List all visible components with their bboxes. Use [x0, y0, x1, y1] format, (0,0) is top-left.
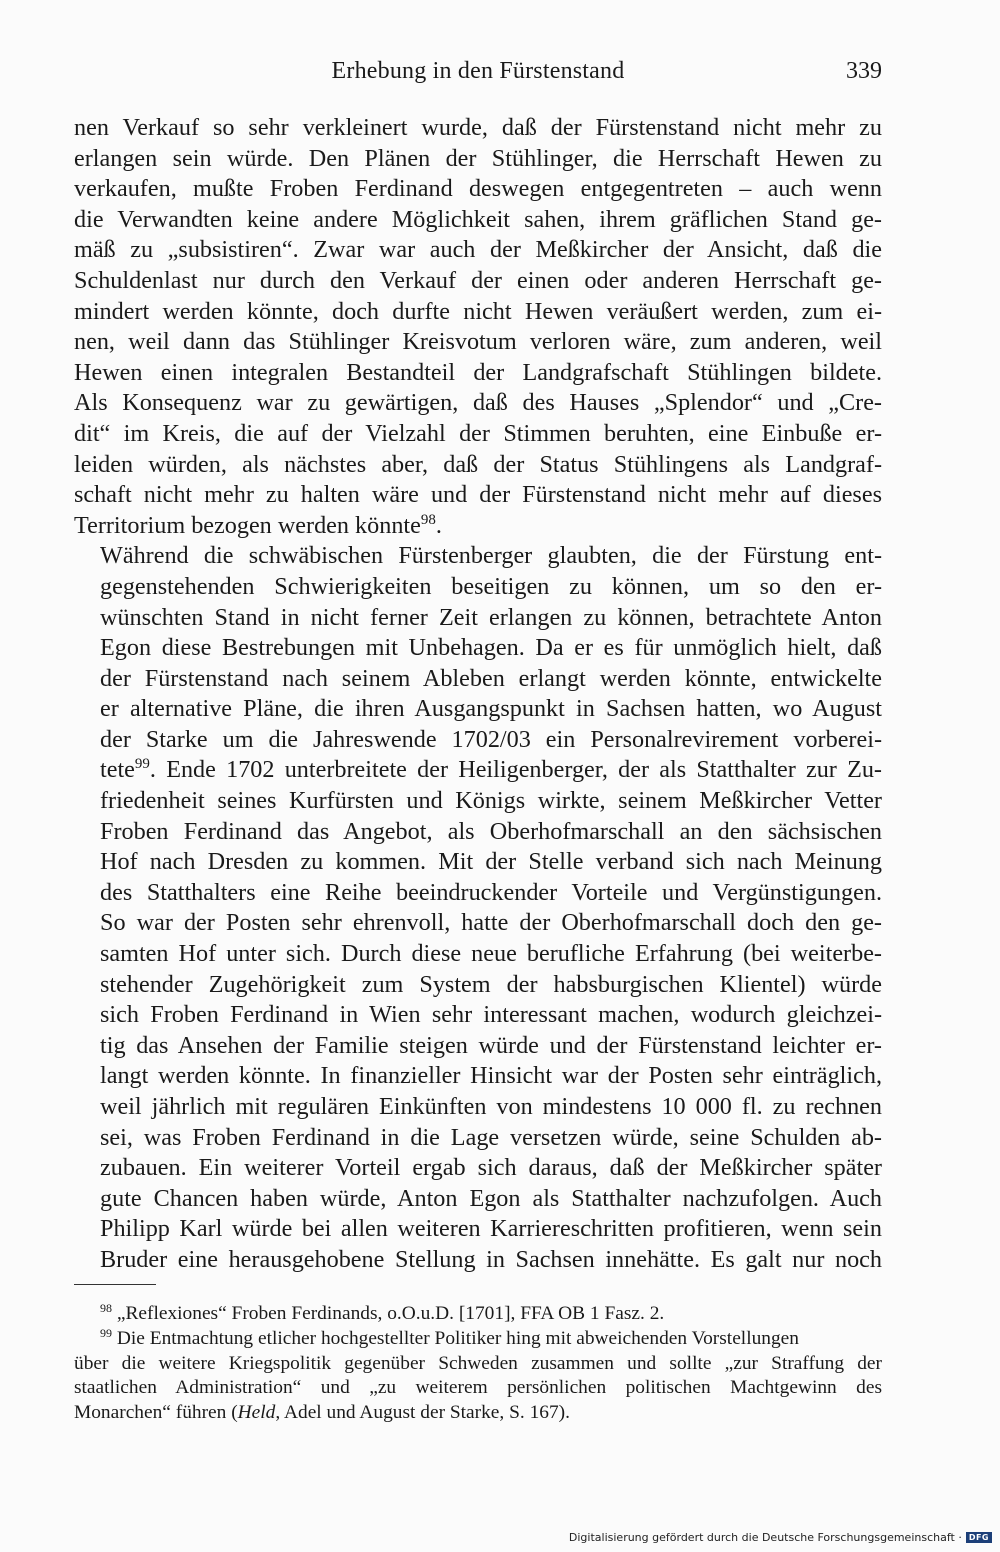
text-line: dit“ im Kreis, die auf der Vielzahl der Stimmen beruhten, eine Einbuße er- — [74, 419, 882, 447]
paragraph-1 — [74, 113, 882, 541]
text-line: Philipp Karl würde bei allen weiteren Karriereschritten profitieren, wenn sein — [100, 1215, 882, 1243]
footnote-line — [74, 1401, 882, 1426]
text-fragment: , Adel und August der Starke, S. 167). — [275, 1402, 570, 1424]
text-line: friedenheit seines Kurfürsten und Königs wirkte, seinem Meßkircher Vetter — [100, 787, 882, 815]
text-fragment: . Ende 1702 unterbreitete der Heiligenberger, der als Statthalter zur Zu- — [149, 756, 882, 784]
footnote-ref-98[interactable]: 98 — [420, 511, 436, 528]
footnote-ref-99[interactable]: 99 — [134, 756, 150, 773]
text-line: der Fürstenstand nach seinem Ableben erlangt werden könnte, entwickelte — [100, 664, 882, 692]
footnote-number: 99 — [100, 1325, 113, 1340]
footnote-99 — [74, 1327, 882, 1426]
running-title: Erhebung in den Fürstenstand — [331, 58, 625, 84]
text-line: weil jährlich mit regulären Einkünften von mindestens 10 000 fl. zu rechnen — [100, 1093, 882, 1120]
text-line: nen Verkauf so sehr verkleinert wurde, daß der Fürstenstand nicht mehr zu — [74, 114, 882, 141]
text-line: Hof nach Dresden zu kommen. Mit der Stelle verband sich nach Meinung — [100, 848, 882, 876]
text-line: gegenstehenden Schwierigkeiten beseitigen zu können, um so den er- — [100, 572, 882, 600]
text-line: der Starke um die Jahreswende 1702/03 ein Personalrevirement vorberei- — [100, 725, 882, 753]
page-number: 339 — [846, 58, 882, 84]
text-line: gute Chancen haben würde, Anton Egon als Statthalter nachzufolgen. Auch — [100, 1184, 882, 1212]
text-line: So war der Posten sehr ehrenvoll, hatte der Oberhofmarschall doch den ge- — [100, 909, 882, 937]
text-line: wünschten Stand in nicht ferner Zeit erlangen zu können, betrachtete Anton — [100, 603, 882, 631]
text-line: Egon diese Bestrebungen mit Unbehagen. Da er es für unmöglich hielt, daß — [100, 634, 882, 662]
text-line: tig das Ansehen der Familie steigen würde und der Fürstenstand leichter er- — [100, 1031, 882, 1059]
text-line: langt werden könnte. In finanzieller Hinsicht war der Posten sehr einträglich, — [100, 1062, 882, 1090]
text-line — [74, 755, 882, 786]
footnote-number: 98 — [100, 1300, 113, 1315]
text-fragment: Monarchen“ führen ( — [74, 1402, 238, 1424]
text-fragment: tete — [100, 756, 135, 784]
text-line: nen, weil dann das Stühlinger Kreisvotum verloren wäre, zum anderen, weil — [74, 328, 882, 356]
text-line: Hewen einen integralen Bestandteil der Landgrafschaft Stühlingen bildete. — [74, 358, 882, 386]
text-fragment: Territorium bezogen werden könnte — [74, 511, 421, 539]
text-line: zubauen. Ein weiterer Vorteil ergab sich daraus, daß der Meßkircher später — [100, 1154, 882, 1182]
text-line: mindert werden könnte, doch durfte nicht Hewen veräußert werden, zum ei- — [74, 297, 882, 325]
dfg-logo-icon: DFG — [966, 1532, 992, 1543]
text-line — [74, 511, 882, 542]
footnote-line: Die Entmachtung etlicher hochgestellter Politiker hing mit abweichenden Vorstellungen — [116, 1327, 799, 1349]
text-line: Schuldenlast nur durch den Verkauf der einen oder anderen Herrschaft ge- — [74, 266, 882, 294]
text-line: die Verwandten keine andere Möglichkeit sahen, ihrem gräflichen Stand ge- — [74, 205, 882, 233]
text-line: schaft nicht mehr zu halten wäre und der Fürstenstand nicht mehr auf dieses — [74, 481, 882, 509]
text-line: des Statthalters eine Reihe beeindruckender Vorteile und Vergünstigungen. — [100, 878, 882, 906]
text-line: leiden würden, als nächstes aber, daß der Status Stühlingens als Landgraf- — [74, 450, 882, 478]
text-line: mäß zu „subsistiren“. Zwar war auch der Meßkircher der Ansicht, daß die — [74, 236, 882, 264]
body-text — [74, 113, 882, 1276]
text-line: erlangen sein würde. Den Plänen der Stühlinger, die Herrschaft Hewen zu — [74, 144, 882, 172]
footnotes — [74, 1302, 882, 1426]
text-line: Bruder eine herausgehobene Stellung in Sachsen innehätte. Es galt nur noch — [100, 1245, 882, 1273]
text-line: samten Hof unter sich. Durch diese neue berufliche Erfahrung (bei weiterbe- — [100, 940, 882, 968]
footnote-divider — [74, 1284, 156, 1285]
page-header — [74, 58, 882, 94]
text-line: sei, was Froben Ferdinand in die Lage versetzen würde, seine Schulden ab- — [100, 1123, 882, 1151]
text-line: Froben Ferdinand das Angebot, als Oberhofmarschall an den sächsischen — [100, 817, 882, 845]
text-line: Während die schwäbischen Fürstenberger glaubten, die der Fürstung ent- — [100, 542, 882, 570]
footnote-98 — [74, 1302, 882, 1327]
text-fragment: . — [435, 511, 442, 539]
text-line: stehender Zugehörigkeit zum System der habsburgischen Klientel) würde — [100, 970, 882, 998]
text-line: verkaufen, mußte Froben Ferdinand deswegen entgegentreten – auch wenn — [74, 175, 882, 203]
text-line: sich Froben Ferdinand in Wien sehr interessant machen, wodurch gleichzei- — [100, 1001, 882, 1029]
footnote-text: „Reflexiones“ Froben Ferdinands, o.O.u.D. [1701], FFA OB 1 Fasz. 2. — [116, 1303, 665, 1324]
footnote-line: über die weitere Kriegspolitik gegenüber Schweden zusammen und sollte „zur Straffung der — [74, 1352, 882, 1374]
paragraph-2 — [74, 541, 882, 1275]
text-line: er alternative Pläne, die ihren Ausgangspunkt in Sachsen hatten, wo August — [100, 695, 882, 723]
footnote-line: staatlichen Administration“ und „zu weiterem persönlichen politischen Machtgewinn des — [74, 1377, 882, 1399]
credit-text: Digitalisierung gefördert durch die Deutsche Forschungsgemeinschaft · — [568, 1531, 962, 1544]
author-name: Held — [237, 1402, 276, 1424]
text-line: Als Konsequenz war zu gewärtigen, daß des Hauses „Splendor“ und „Cre- — [74, 389, 882, 417]
digitization-credit — [569, 1531, 992, 1544]
